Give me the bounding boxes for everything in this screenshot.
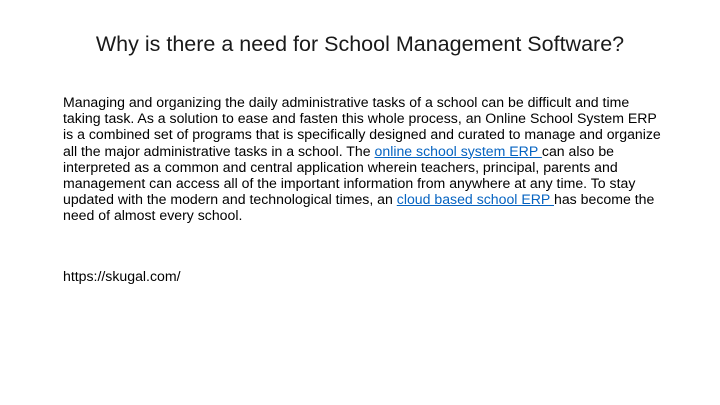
- website-url: https://skugal.com/: [63, 268, 181, 284]
- body-paragraph: [63, 94, 663, 224]
- paragraph-text-1: Managing and organizing the daily administrative tasks of a school can be difficult and time taking task. As a solution to ease and fasten this whole process, an Online School System ERP is a combined set of programs that is specifically designed and curated to manage and organize all the major administrative tasks in a school. The: [63, 94, 661, 159]
- paragraph-text-3: has become the need of almost every school.: [63, 191, 655, 224]
- cloud-based-school-erp-link[interactable]: cloud based school ERP: [396, 191, 554, 208]
- paragraph-text-2: can also be interpreted as a common and central application wherein teachers, principal, parents and management can access all of the important information from anywhere at any time. To stay updated with the modern and technological times, an: [63, 142, 636, 208]
- slide-title: Why is there a need for School Management Software?: [95, 32, 625, 56]
- online-school-system-erp-link[interactable]: online school system ERP: [374, 142, 542, 159]
